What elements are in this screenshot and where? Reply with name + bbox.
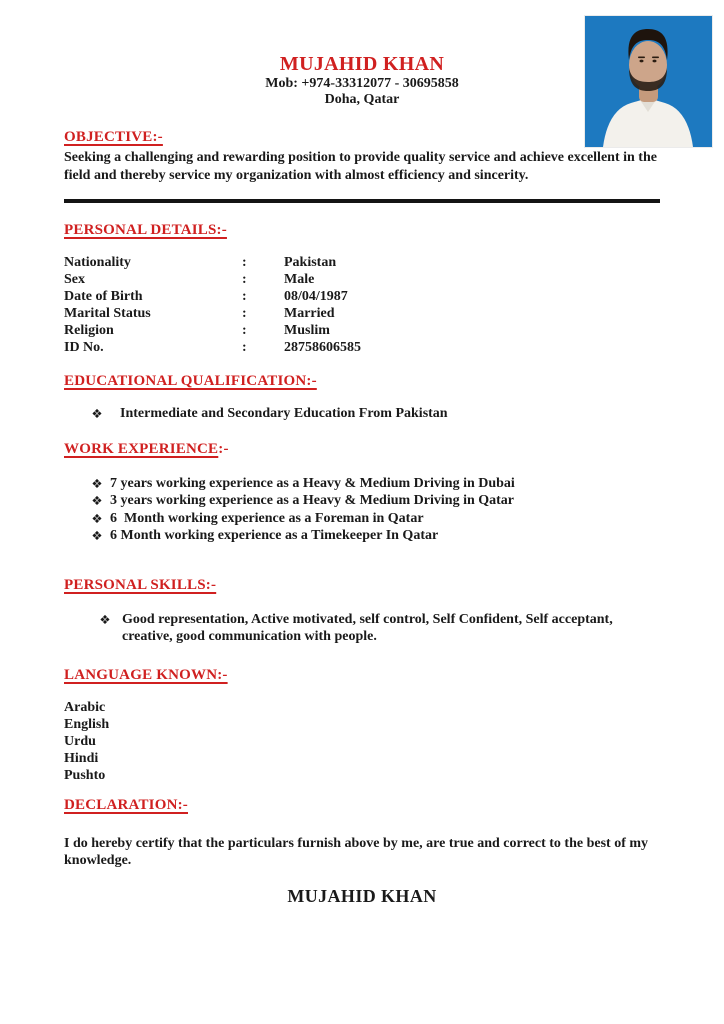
portrait-photo bbox=[585, 16, 712, 147]
table-row bbox=[64, 322, 660, 339]
education-list bbox=[64, 405, 660, 423]
row-value: 08/04/1987 bbox=[284, 289, 348, 304]
diamond-bullet-icon: ❖ bbox=[91, 510, 103, 526]
table-row bbox=[64, 271, 660, 288]
section-heading-personal-skills: PERSONAL SKILLS:- bbox=[64, 576, 217, 593]
list-item: ❖ 6 Month working experience as a Timekeeper In Qatar bbox=[91, 528, 439, 543]
row-label: Marital Status bbox=[64, 306, 151, 321]
section-divider bbox=[64, 199, 660, 203]
row-value: Pakistan bbox=[284, 255, 337, 270]
row-value: Married bbox=[284, 306, 335, 321]
contact-location: Doha, Qatar bbox=[324, 92, 400, 107]
list-item: English bbox=[64, 716, 110, 732]
work-experience-list bbox=[64, 475, 660, 545]
list-item: Urdu bbox=[64, 733, 96, 749]
contact-mobile: Mob: +974-33312077 - 30695858 bbox=[265, 76, 459, 91]
list-item: Arabic bbox=[64, 699, 106, 715]
row-value: 28758606585 bbox=[284, 340, 361, 355]
list-item: ❖ 7 years working experience as a Heavy & Medium Driving in Dubai bbox=[91, 475, 515, 491]
row-colon: : bbox=[242, 272, 247, 287]
row-colon: : bbox=[242, 340, 247, 355]
row-value: Male bbox=[284, 272, 315, 287]
table-row bbox=[64, 254, 660, 271]
section-heading-education: EDUCATIONAL QUALIFICATION:- bbox=[64, 373, 317, 389]
list-item: ❖ Good representation, Active motivated, self control, Self Confident, Self acceptant, creative, good communication with people. bbox=[99, 611, 617, 644]
table-row bbox=[64, 288, 660, 305]
diamond-bullet-icon: ❖ bbox=[91, 493, 103, 508]
row-label: Sex bbox=[64, 272, 85, 287]
list-item: Hindi bbox=[64, 750, 99, 766]
diamond-bullet-icon: ❖ bbox=[91, 406, 103, 421]
signature-name: MUJAHID KHAN bbox=[287, 885, 437, 906]
row-label: Nationality bbox=[64, 255, 131, 270]
row-label: Date of Birth bbox=[64, 289, 143, 304]
row-value: Muslim bbox=[284, 323, 330, 338]
page-title: MUJAHID KHAN bbox=[279, 53, 445, 75]
personal-skills-list bbox=[64, 611, 660, 646]
row-label: ID No. bbox=[64, 340, 104, 355]
section-heading-work-experience: WORK EXPERIENCE:- bbox=[64, 440, 229, 457]
objective-text: Seeking a challenging and rewarding position to provide quality service and achieve excellent in the field and thereby service my organization with almost efficiency and sincerity. bbox=[64, 150, 661, 183]
row-label: Religion bbox=[64, 323, 114, 338]
declaration-text: I do hereby certify that the particulars furnish above by me, are true and correct to the best of my knowledge. bbox=[64, 835, 652, 868]
portrait-photo-illustration bbox=[585, 16, 712, 147]
section-heading-declaration: DECLARATION:- bbox=[64, 796, 188, 813]
section-heading-personal-details: PERSONAL DETAILS:- bbox=[64, 222, 227, 238]
list-item: ❖ 3 years working experience as a Heavy & Medium Driving in Qatar bbox=[91, 493, 515, 508]
section-heading-objective: OBJECTIVE:- bbox=[64, 129, 163, 145]
list-item: ❖ 6 Month working experience as a Foreman in Qatar bbox=[91, 510, 424, 526]
table-row bbox=[64, 339, 660, 356]
language-list bbox=[64, 699, 660, 784]
row-colon: : bbox=[242, 255, 247, 270]
diamond-bullet-icon: ❖ bbox=[99, 611, 111, 627]
diamond-bullet-icon: ❖ bbox=[91, 528, 103, 543]
list-item: Pushto bbox=[64, 767, 106, 783]
row-colon: : bbox=[242, 289, 247, 304]
diamond-bullet-icon: ❖ bbox=[91, 475, 103, 491]
row-colon: : bbox=[242, 323, 247, 338]
section-heading-languages: LANGUAGE KNOWN:- bbox=[64, 666, 228, 683]
personal-details-table bbox=[64, 254, 660, 356]
list-item: ❖ Intermediate and Secondary Education From Pakistan bbox=[91, 406, 448, 421]
row-colon: : bbox=[242, 306, 247, 321]
table-row bbox=[64, 305, 660, 322]
